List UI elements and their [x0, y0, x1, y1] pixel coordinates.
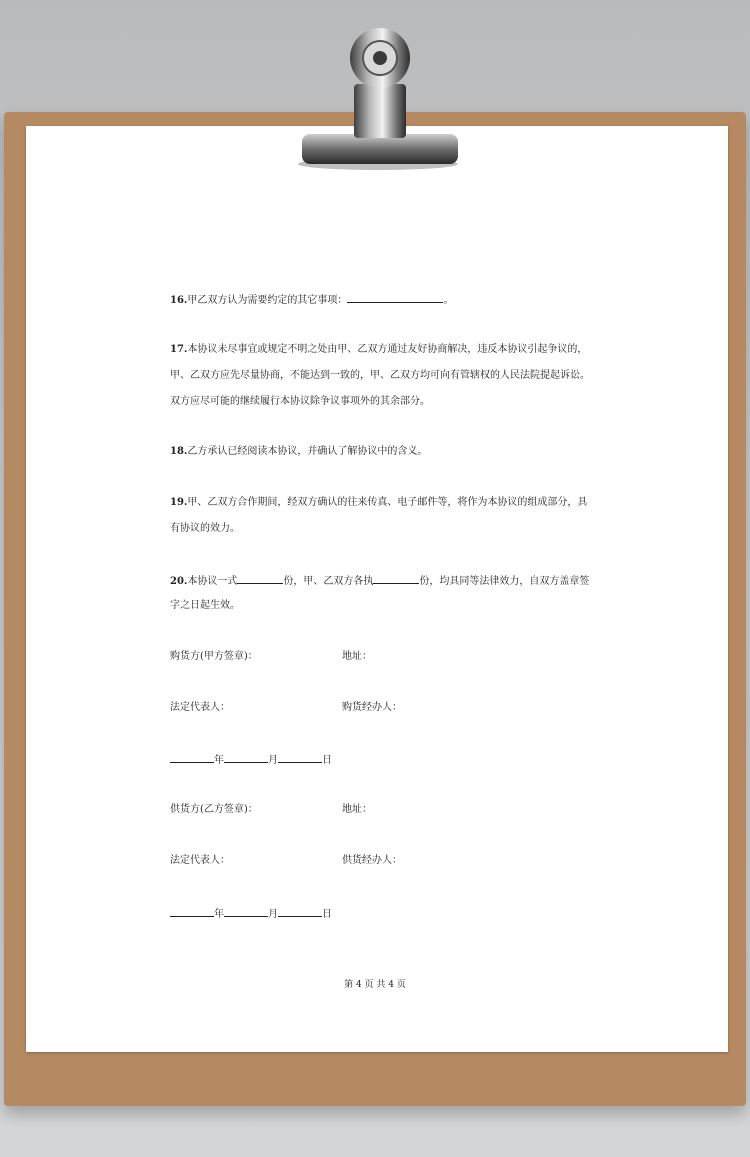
clause-18-text: 乙方承认已经阅读本协议，并确认了解协议中的含义。 [187, 446, 428, 457]
clause-17-line-2: 甲、乙双方应先尽量协商，不能达到一致的，甲、乙双方均可向有管辖权的人民法院提起诉讼。 [170, 370, 590, 381]
clause-20-line-1 [170, 573, 589, 589]
clause-20-line-2: 字之日起生效。 [170, 600, 240, 611]
buyer-day-label: 日 [322, 755, 332, 766]
buyer-address-label: 地址： [342, 651, 372, 662]
supplier-day-blank[interactable] [278, 906, 322, 917]
supplier-date [170, 906, 332, 922]
buyer-month-blank[interactable] [224, 752, 268, 763]
buyer-day-blank[interactable] [278, 752, 322, 763]
supplier-day-label: 日 [322, 909, 332, 920]
clause-16-text: 甲乙双方认为需要约定的其它事项： [187, 295, 348, 306]
clause-20-part-2: 份，甲、乙双方各执 [283, 576, 374, 587]
buyer-rep-label: 法定代表人： [170, 702, 230, 713]
clause-18-number: 18. [170, 446, 188, 457]
supplier-address-label: 地址： [342, 804, 372, 815]
clause-17-line-3: 双方应尽可能的继续履行本协议除争议事项外的其余部分。 [170, 396, 430, 407]
buyer-party-label: 购货方(甲方签章)： [170, 651, 258, 662]
buyer-agent-label: 购货经办人： [342, 702, 402, 713]
supplier-month-label: 月 [268, 909, 278, 920]
supplier-year-blank[interactable] [170, 906, 214, 917]
page-number-footer: 第 4 页 共 4 页 [344, 980, 406, 990]
document-page [26, 126, 728, 1052]
clause-20-part-1: 本协议一式 [187, 576, 238, 587]
buyer-month-label: 月 [268, 755, 278, 766]
clause-16-end: 。 [443, 295, 454, 306]
supplier-rep-label: 法定代表人： [170, 855, 230, 866]
copies-total-blank[interactable] [237, 573, 283, 584]
supplier-month-blank[interactable] [224, 906, 268, 917]
supplier-agent-label: 供货经办人： [342, 855, 402, 866]
clause-16-number: 16. [170, 295, 188, 306]
buyer-year-blank[interactable] [170, 752, 214, 763]
clause-17-number: 17. [170, 344, 188, 355]
copies-each-blank[interactable] [373, 573, 419, 584]
clause-19-text-1: 甲、乙双方合作期间，经双方确认的往来传真、电子邮件等，将作为本协议的组成部分，具 [187, 497, 588, 508]
buyer-date [170, 752, 332, 768]
clause-19-number: 19. [170, 497, 188, 508]
clause-19-line-2: 有协议的效力。 [170, 523, 240, 534]
clause-18 [170, 445, 427, 459]
binder-clip-icon [296, 24, 460, 170]
clause-20-number: 20. [170, 576, 188, 587]
clause-17-text-1: 本协议未尽事宜或规定不明之处由甲、乙双方通过友好协商解决，违反本协议引起争议的， [187, 344, 588, 355]
clause-17-line-1 [170, 343, 587, 357]
clause-20-part-3: 份，均具同等法律效力，自双方盖章签 [419, 576, 590, 587]
clause-16-blank[interactable] [347, 292, 443, 303]
supplier-party-label: 供货方(乙方签章)： [170, 804, 258, 815]
clause-19-line-1 [170, 496, 587, 510]
buyer-year-label: 年 [214, 755, 224, 766]
supplier-year-label: 年 [214, 909, 224, 920]
clause-16 [170, 292, 453, 308]
